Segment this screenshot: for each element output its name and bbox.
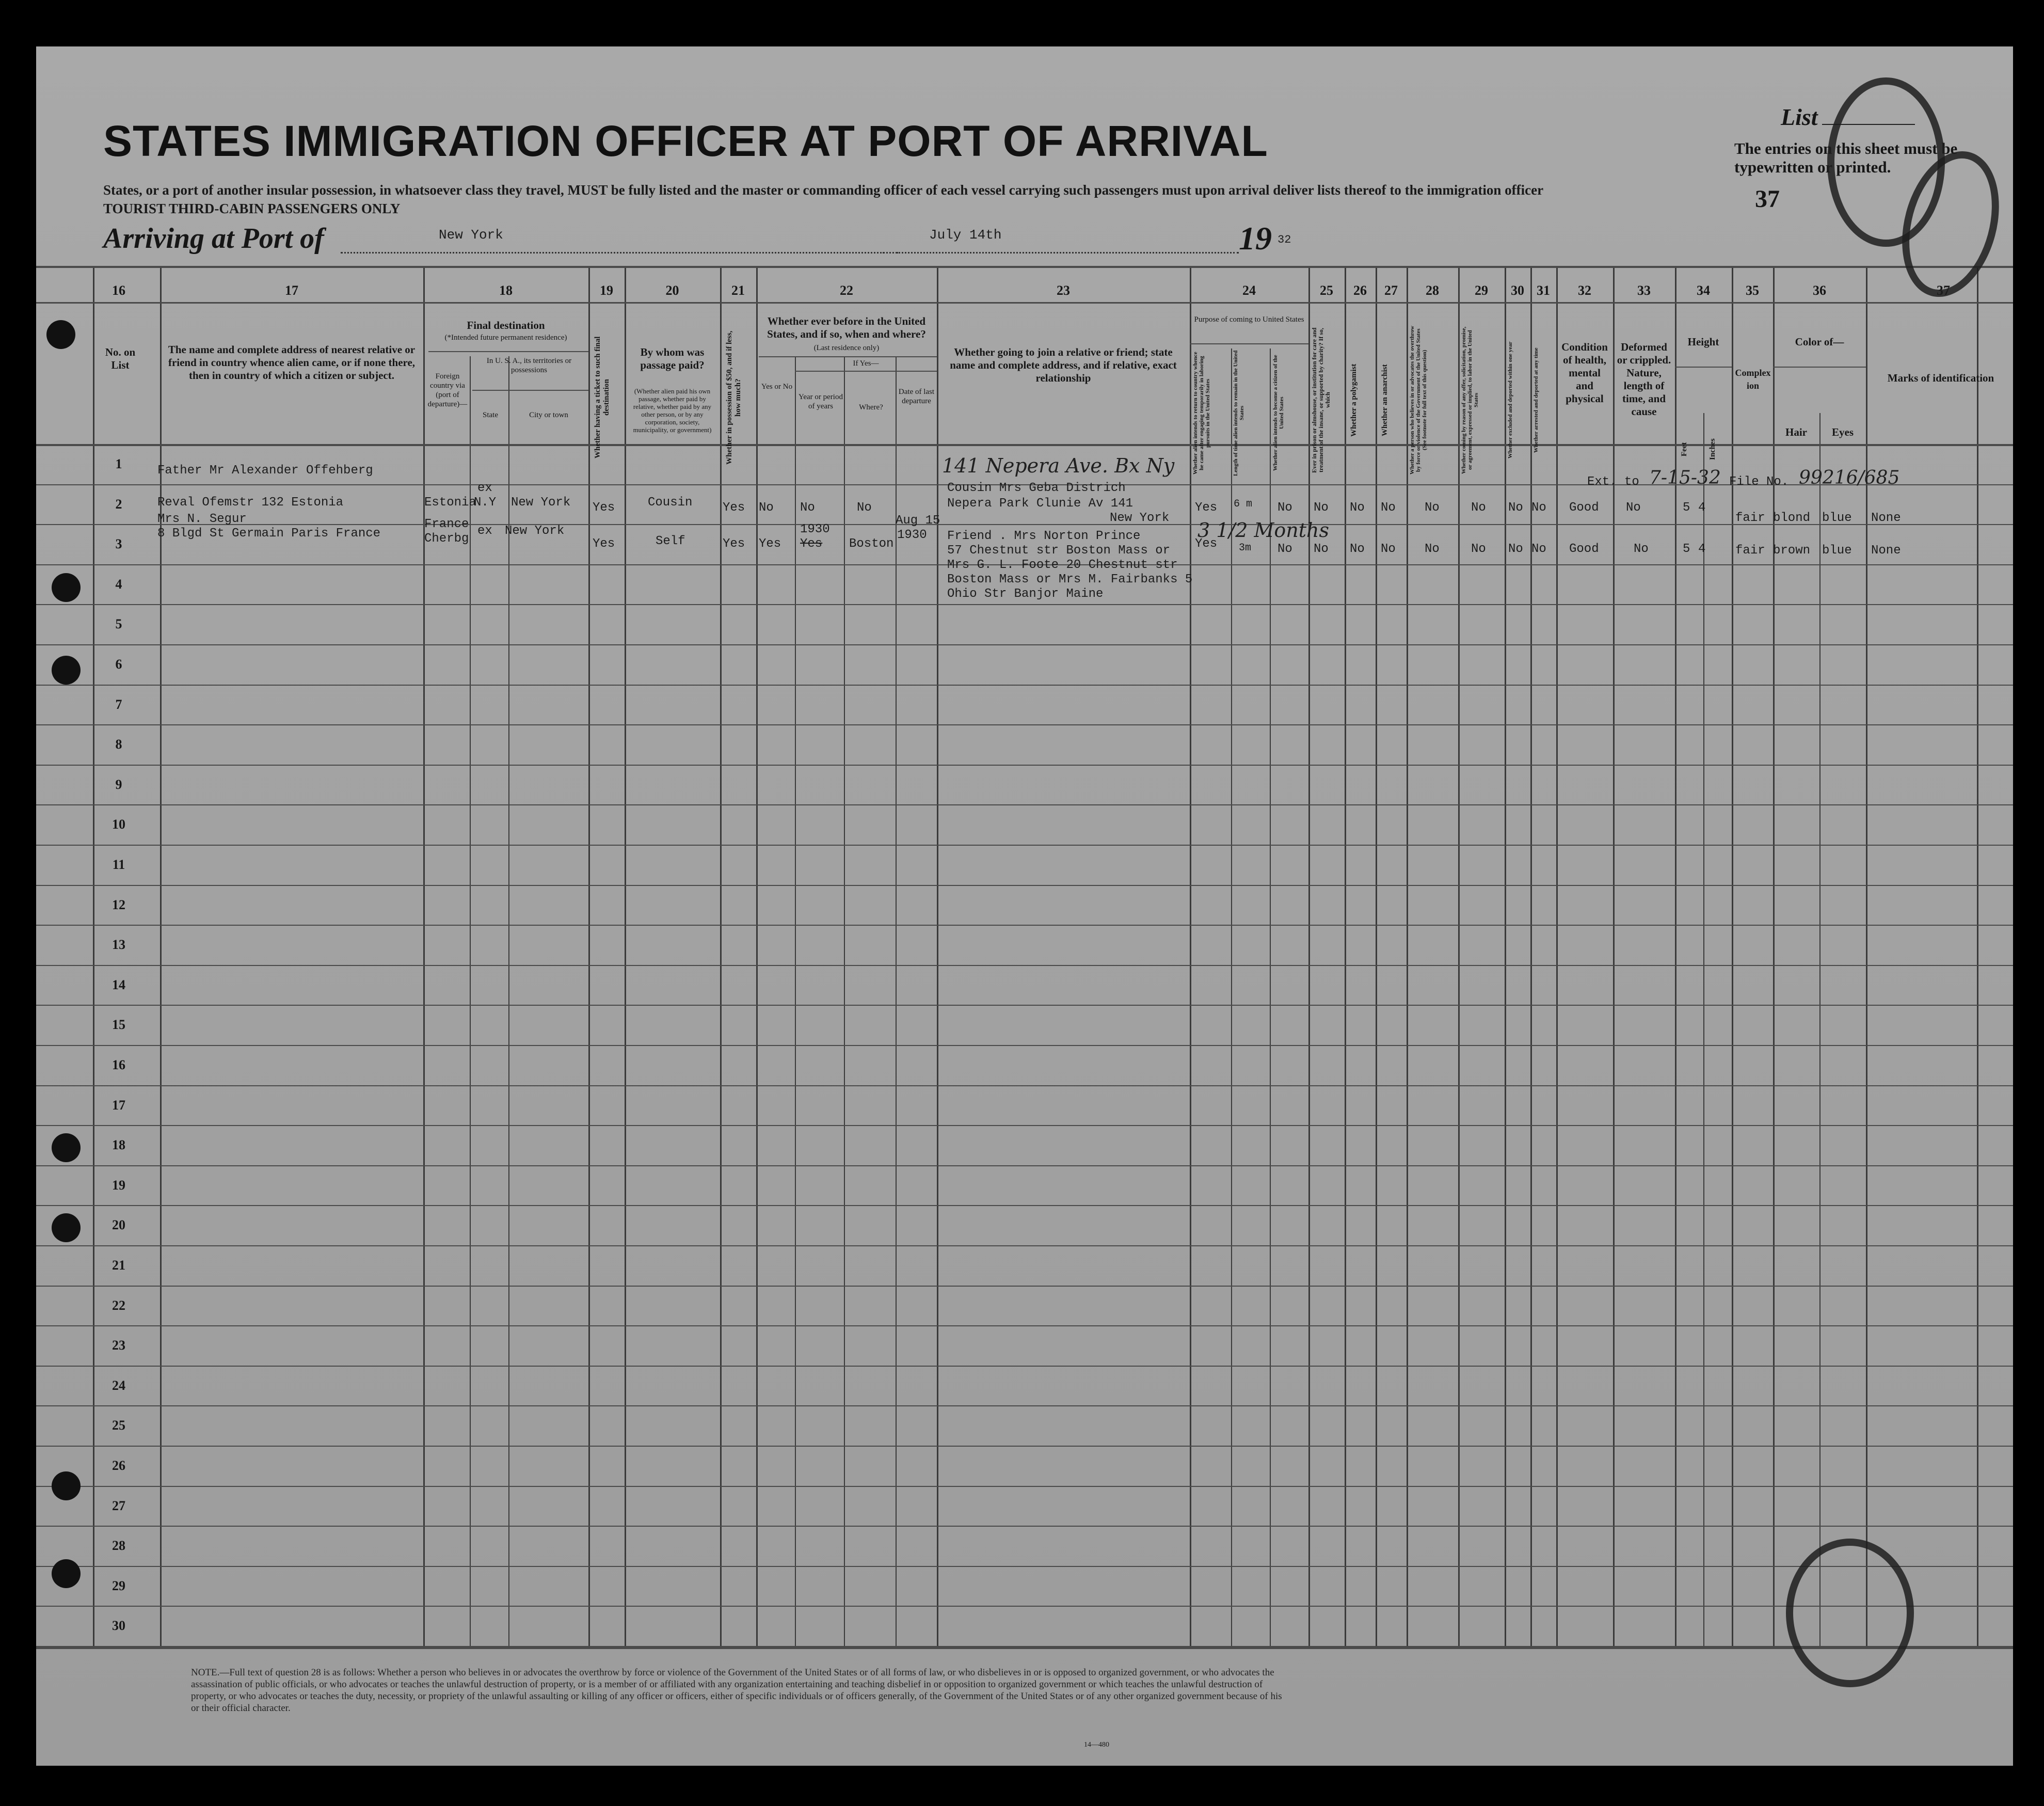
row-number: 26 [112,1458,125,1473]
grid-subcolumn-line [1270,348,1271,1647]
colnum-33: 33 [1637,283,1651,298]
r2-eyes: blue [1822,544,1852,558]
r2-departure-line1: Aug 15 [896,514,940,528]
grid-column-line [1556,266,1558,1647]
grid-top-rule [36,266,2013,268]
r1-join-line1: Cousin Mrs Geba Districh [947,481,1126,495]
r1-deformed: No [1626,501,1641,515]
r2-join-line1: Friend . Mrs Norton Prince [947,529,1141,543]
r1-poly: No [1350,501,1365,515]
colnum-30: 30 [1511,283,1524,298]
grid-row-line [36,925,2013,926]
row-number: 20 [112,1217,125,1232]
heading-ticket: Whether having a ticket to such final destination [594,336,611,459]
r2-year-line2: Yes [800,537,823,551]
r2-q28: No [1425,542,1440,556]
r1-fifty: Yes [723,501,745,515]
r1-health: Good [1569,501,1599,515]
grid-subcolumn-line [1703,413,1704,1647]
grid-column-line [1773,266,1775,1647]
grid-row-line [36,1125,2013,1126]
grid-row-line [36,1446,2013,1447]
colnum-20: 20 [665,283,679,298]
heading-no-on-list: No. on List [105,346,136,371]
heading-color-of: Color of— [1795,336,1844,348]
row-number: 19 [112,1178,125,1193]
r2-city: New York [505,524,565,538]
r2-year-line1: 1930 [800,522,830,536]
heading-health: Condition of health, mental and physical [1561,341,1608,405]
r2-q29: No [1471,542,1486,556]
heading-date-departure: Date of last departure [898,388,935,405]
grid-column-line [1376,266,1377,1647]
r1-purpose-b: 6 m [1234,498,1253,510]
heading-state: State [483,411,498,419]
binder-hole [52,1213,81,1242]
row-number: 10 [112,817,125,832]
colnum-27: 27 [1384,283,1398,298]
colnum-37: 37 [1937,283,1950,298]
colnum-31: 31 [1537,283,1550,298]
row-number: 4 [115,577,122,592]
row-number: 8 [115,737,122,752]
grid-row-line [36,604,2013,605]
grid-row-line [36,1405,2013,1406]
grid-subcolumn-line [795,356,796,1647]
r2-passage: Self [656,534,685,548]
r1-where: No [857,501,872,515]
colnum-21: 21 [731,283,745,298]
grid-row-line [36,1085,2013,1086]
r1-inches: 4 [1698,501,1706,515]
grid-subheading-rule [795,371,937,372]
heading-q29: Whether coming by reason of any offer, solicitation, promise, or agreement, expressed or implied, to labor in the United States [1461,326,1479,474]
grid-column-line [1308,266,1310,1647]
r2-relative-line2: 8 Blgd St Germain Paris France [157,527,381,541]
r1-ext-label: Ext. to [1587,475,1639,489]
binder-hole [52,573,81,602]
grid-row-line [36,1205,2013,1206]
circular-stamp [1786,1539,1914,1687]
grid-column-line [720,266,722,1647]
r2-q31: No [1531,542,1546,556]
row-number: 11 [112,857,125,872]
r1-q31: No [1531,501,1546,515]
row-number: 21 [112,1258,125,1273]
row-number: 12 [112,897,125,912]
grid-row-line [36,1245,2013,1246]
grid-subheading-rule [759,356,937,357]
r2-hair: brown [1773,544,1811,558]
list-label: List [1781,104,1818,130]
grid-column-line [937,266,938,1647]
port-line [341,252,898,254]
row-number: 30 [112,1618,125,1633]
grid-subheading-rule [1773,367,1866,368]
r1-ext-date: 7-15-32 [1649,467,1721,488]
class-note: TOURIST THIRD-CABIN PASSENGERS ONLY [103,201,401,216]
footnote: NOTE.—Full text of question 28 is as follows: Whether a person who believes in or advocates the overthrow by force or violence of the Government of the United States or of all forms of law, or who disbelieves in or is opposed to organized government, or who advocates the assassination of public officials, or who advocates or teaches the unlawful destruction of property, or is a member of or affiliated with any organization entertaining and teaching disbelief in or opposition to organized government or which teaches the unlawful destruction of property, or who advocates or teaches the duty, necessity, or propriety of the unlawful assaulting or killing of any officer or officers, either of specific individuals or of officers generally, of the Government of the United States or of any other organized government because of his or their official character. [191,1667,1282,1714]
form-number: 14—480 [1084,1741,1109,1749]
r2-marks: None [1871,544,1901,558]
heading-polygamist: Whether a polygamist [1350,363,1358,437]
grid-row-line [36,1325,2013,1326]
grid-row-line [36,765,2013,766]
r2-purpose-c: No [1278,542,1292,556]
row-number: 2 [115,497,122,512]
heading-passage-note: (Whether alien paid his own passage, whether paid by relative, whether paid by any other person, or by any corporation, society, municipality, or government) [633,387,712,434]
row-number: 17 [112,1098,125,1113]
colnum-26: 26 [1353,283,1367,298]
colnum-34: 34 [1697,283,1710,298]
year-prefix: 19 [1239,220,1272,257]
r1-hair: blond [1773,511,1811,525]
page-number: 37 [1755,185,1780,213]
grid-column-line [1530,266,1532,1647]
r2-prison: No [1314,542,1329,556]
colnum-24: 24 [1242,283,1256,298]
r2-feet: 5 [1683,542,1690,556]
grid-column-line [1190,266,1191,1647]
heading-purpose-c: Whether alien intends to become a citizen of the United States [1272,355,1285,471]
grid-column-line [93,266,94,1647]
r2-ever: Yes [759,537,781,551]
r1-state-ex: ex [477,481,492,495]
row-number: 27 [112,1498,125,1513]
grid-row-line [36,1646,2013,1647]
colnum-16: 16 [112,283,125,298]
heading-ever-before: Whether ever before in the United States, and if so, when and where? [767,315,926,340]
grid-column-line [1458,266,1460,1647]
row-number: 15 [112,1017,125,1032]
subtitle-text: States, or a port of another insular possession, in whatsoever class they travel, MUST be fully listed and the master or commanding officer of each vessel carrying such passengers must upon arrival deliver lists thereof to the immigration officer [103,182,1544,198]
grid-row-line [36,1286,2013,1287]
grid-subheading-rule [1675,367,1732,368]
r1-anarch: No [1381,501,1396,515]
grid-row-line [36,1486,2013,1487]
grid-subcolumn-line [844,356,845,1647]
grid-bottom-rule [36,1647,2013,1649]
grid-column-line [1505,266,1506,1647]
r2-deformed: No [1634,542,1649,556]
grid-row-line [36,685,2013,686]
r2-poly: No [1350,542,1365,556]
grid-row-line [36,1165,2013,1166]
row-number: 24 [112,1378,125,1393]
colnum-36: 36 [1813,283,1826,298]
r2-join-line2: 57 Chestnut str Boston Mass or [947,544,1171,558]
heading-prison: Ever in prison or almshouse, or institution for care and treatment of the insane, or supported by charity? If so, which [1311,327,1331,473]
r1-prison: No [1314,501,1329,515]
grid-column-line [625,266,626,1647]
r1-file-no: 99216/685 [1799,467,1900,488]
row-number: 13 [112,937,125,952]
colnum-32: 32 [1578,283,1591,298]
heading-complexion: Complexion [1735,368,1771,391]
grid-row-line [36,1606,2013,1607]
heading-passage-paid: By whom was passage paid? [640,346,705,371]
row-number: 22 [112,1298,125,1313]
r1-join-line2: Nepera Park Clunie Av 141 [947,497,1133,511]
grid-row-line [36,1366,2013,1367]
year-typed: 32 [1278,233,1291,246]
colnum-18: 18 [499,283,513,298]
heading-yes-or-no: Yes or No [761,383,793,391]
page-title: STATES IMMIGRATION OFFICER AT PORT OF ARRIVAL [103,117,1268,165]
colnum-19: 19 [600,283,613,298]
grid-row-line [36,1566,2013,1567]
r2-fifty: Yes [723,537,745,551]
binder-hole [46,320,75,349]
r1-city: New York [511,496,571,510]
r2-join-line3: Mrs G. L. Foote 20 Chestnut str [947,558,1178,572]
binder-hole [52,1133,81,1162]
date-value: July 14th [929,227,1002,243]
heading-if-yes: If Yes— [853,359,879,368]
arriving-label: Arriving at Port of [103,223,324,255]
r2-foreign-line1: France [424,517,469,531]
grid-row-line [36,1526,2013,1527]
colnum-23: 23 [1057,283,1070,298]
r1-q28: No [1425,501,1440,515]
colnum-25: 25 [1320,283,1333,298]
row-number: 7 [115,697,122,712]
entries-note: The entries on this sheet must be typewritten or printed. [1734,139,1958,176]
grid-row-line [36,724,2013,725]
heading-hair: Hair [1785,426,1807,438]
grid-subcolumn-line [470,356,471,1647]
row-number: 16 [112,1057,125,1072]
r2-anarch: No [1381,542,1396,556]
grid-number-rule [36,302,2013,304]
grid-subheading-rule [472,390,588,391]
colnum-22: 22 [840,283,853,298]
heading-purpose: Purpose of coming to United States [1194,315,1304,324]
r1-foreign: Estonia [424,496,476,510]
r2-hand-months: 3 1/2 Months [1197,519,1329,542]
heading-year-period: Year or period of years [799,393,843,410]
heading-marks: Marks of identification [1887,372,1994,384]
grid-column-line [1345,266,1346,1647]
r2-where: Boston [849,537,894,551]
r1-state: N.Y [474,496,497,510]
r1-ever: No [759,501,774,515]
grid-subcolumn-line [508,356,509,1647]
grid-row-line [36,644,2013,645]
port-value: New York [439,227,503,243]
date-line [883,252,1239,254]
heading-last-residence: (Last residence only) [813,344,880,352]
r1-hand-address: 141 Nepera Ave. Bx Ny [942,454,1175,477]
heading-in-usa: In U. S. A., its territories or possessions [486,357,572,374]
grid-column-line [1732,266,1733,1647]
r1-relative-line2: Reval Ofemstr 132 Estonia [157,496,344,510]
r2-inches: 4 [1698,542,1706,556]
r1-year: No [800,501,815,515]
binder-hole [52,1559,81,1588]
binder-hole [52,1471,81,1500]
heading-where: Where? [859,403,883,411]
r2-foreign-line2: Cherbg [424,532,469,546]
grid-column-line [1407,266,1408,1647]
r2-purpose-a: Yes [1195,537,1218,551]
heading-final-destination-note: (*Intended future permanent residence) [444,334,567,342]
colnum-29: 29 [1475,283,1488,298]
heading-inches: Inches [1708,438,1717,460]
row-number: 5 [115,616,122,631]
r1-q30: No [1508,501,1523,515]
r2-ticket: Yes [593,537,615,551]
heading-joining: Whether going to join a relative or friend; state name and complete address, and if relative, exact relationship [950,346,1177,384]
grid-column-line [1977,266,1978,1647]
heading-possession-50: Whether in possession of $50, and if less, how much? [725,330,742,465]
r2-departure-line2: 1930 [897,528,927,542]
r2-q30: No [1508,542,1523,556]
grid-subheading-rule [1190,343,1308,344]
heading-anarchist: Whether an anarchist [1381,364,1389,436]
row-number: 9 [115,777,122,792]
r1-relative-line1: Father Mr Alexander Offehberg [157,464,373,478]
binder-hole [52,656,81,685]
grid-row-line [36,885,2013,886]
row-number: 18 [112,1137,125,1152]
grid-subheading-rule [428,351,588,352]
r1-eyes: blue [1822,511,1852,525]
heading-q30: Whether excluded and deported within one year [1507,341,1513,459]
r1-purpose-a: Yes [1195,501,1218,515]
heading-relative: The name and complete address of nearest relative or friend in country whence alien came, or if none there, then in country of which a citizen or subject. [168,343,416,382]
row-number: 28 [112,1538,125,1553]
row-number: 14 [112,977,125,992]
grid-subcolumn-line [1231,348,1232,1647]
heading-purpose-b: Length of time alien intends to remain in the United States [1233,350,1245,476]
r1-join-line3: New York [1110,511,1170,525]
grid-row-line [36,845,2013,846]
r2-relative-line1: Mrs N. Segur [157,512,247,526]
heading-deformed: Deformed or crippled. Nature, length of time, and cause [1617,341,1671,418]
row-number: 25 [112,1418,125,1433]
colnum-17: 17 [285,283,298,298]
r1-file-label: File No. [1729,475,1789,489]
r2-complexion: fair [1735,544,1765,558]
r2-state-ex: ex [477,524,492,538]
heading-height: Height [1687,336,1719,348]
grid-column-line [756,266,758,1647]
grid-column-line [588,266,590,1647]
r1-feet: 5 [1683,501,1690,515]
grid-row-line [36,1005,2013,1006]
row-number: 3 [115,536,122,551]
heading-city: City or town [529,411,568,419]
grid-column-line [1613,266,1615,1647]
r1-purpose-c: No [1278,501,1292,515]
r1-q29: No [1471,501,1486,515]
heading-foreign-country: Foreign country via (port of departure)— [427,372,468,408]
row-number: 1 [115,456,122,471]
heading-q31: Whether arrested and deported at any time [1533,347,1539,453]
r1-ticket: Yes [593,501,615,515]
manifest-sheet [36,46,2013,1766]
r1-passage: Cousin [648,496,693,510]
grid-column-line [423,266,425,1647]
grid-subcolumn-line [896,356,897,1647]
row-number: 6 [115,657,122,672]
r1-complexion: fair [1735,511,1765,525]
heading-feet: Feet [1680,442,1688,456]
r2-purpose-b: 3m [1239,542,1252,554]
grid-subcolumn-line [1819,413,1821,1647]
r2-health: Good [1569,542,1599,556]
row-number: 23 [112,1338,125,1353]
heading-q28: Whether a person who believes in or advocates the overthrow by force or violence of the Government of the United States (See footnote for full text of this question) [1409,325,1428,475]
grid-row-line [36,965,2013,966]
r2-join-line4: Boston Mass or Mrs M. Fairbanks 5 [947,573,1193,587]
page-subtitle [103,181,1678,218]
grid-row-line [36,524,2013,525]
r1-marks: None [1871,511,1901,525]
grid-row-line [36,1045,2013,1046]
heading-eyes: Eyes [1832,426,1854,438]
grid-row-line [36,804,2013,805]
heading-purpose-a: Whether alien intends to return to country whence he came after engaging temporarily in laboring pursuits in the United States [1192,352,1211,474]
row-number: 29 [112,1578,125,1593]
heading-final-destination: Final destination [467,319,545,331]
r2-join-line5: Ohio Str Banjor Maine [947,587,1104,601]
colnum-35: 35 [1746,283,1759,298]
colnum-28: 28 [1426,283,1439,298]
